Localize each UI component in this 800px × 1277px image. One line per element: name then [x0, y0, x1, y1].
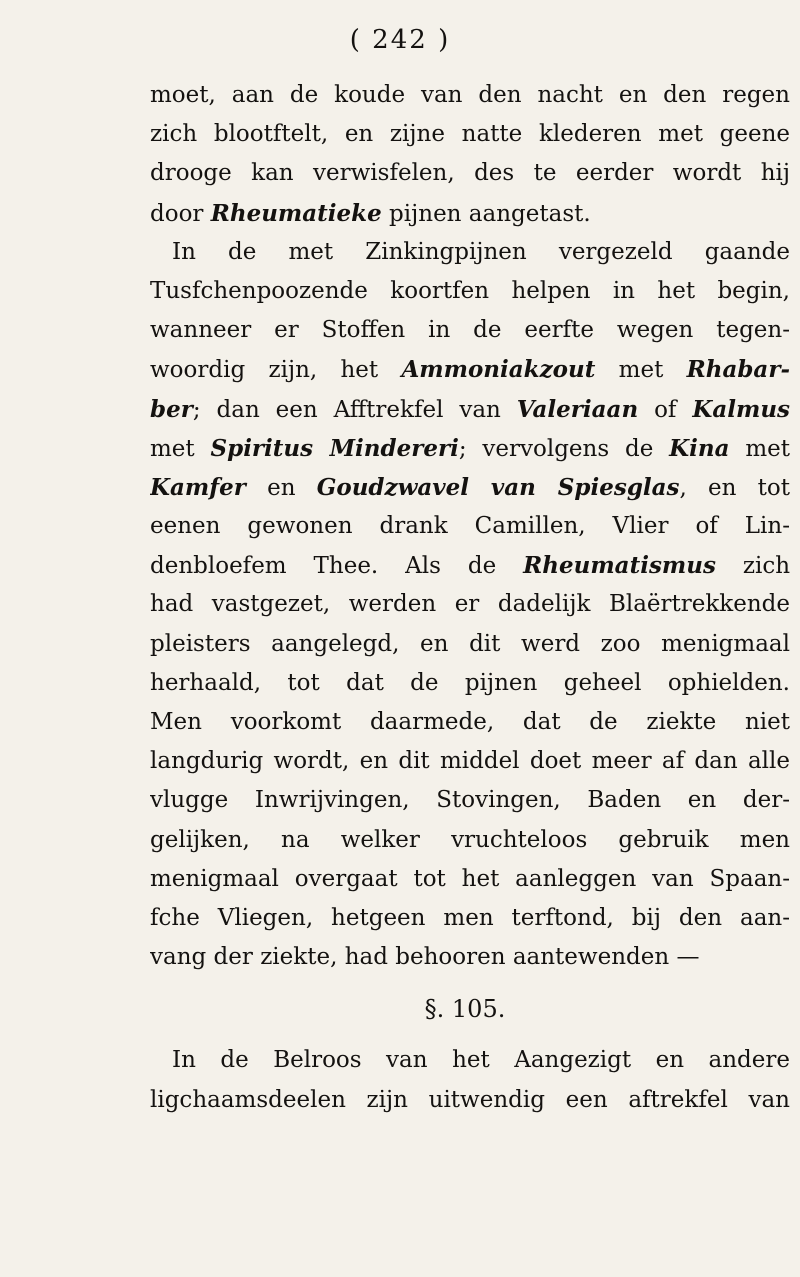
text-line [150, 507, 790, 546]
text-line [150, 585, 790, 624]
text-line [150, 899, 790, 938]
text-segment: ; vervolgens de [458, 435, 670, 462]
text-line [150, 468, 790, 507]
text-segment: door [150, 200, 211, 227]
paragraph-2 [150, 233, 790, 978]
italic-term: Valeriaan [516, 395, 639, 423]
text-segment: met [729, 435, 790, 462]
text-segment: wanneer er Stoffen in de eerfte wegen tegen- [150, 317, 790, 344]
paragraph-3 [150, 1041, 790, 1119]
text-segment: gelijken, na welker vruchteloos gebruik men [150, 826, 790, 853]
italic-term: Goudzwavel van Spiesglas [316, 473, 680, 501]
text-line [150, 115, 790, 154]
text-segment: In de Belroos van het Aangezigt en andere [172, 1047, 790, 1074]
text-segment: ligchaamsdeelen zijn uitwendig een aftrekfel van [150, 1086, 790, 1113]
text-line [150, 76, 790, 115]
text-segment: menigmaal overgaat tot het aanleggen van Spaan- [150, 865, 790, 892]
text-line [150, 429, 790, 468]
italic-term: Rheumatismus [523, 552, 716, 580]
text-segment: woordig zijn, het [150, 357, 402, 384]
paragraph-1 [150, 76, 790, 233]
page-number: ( 242 ) [349, 25, 451, 55]
text-segment: , en tot [679, 474, 790, 501]
text-line [150, 781, 790, 820]
italic-term: Rheumatieke [210, 199, 382, 227]
section-heading: §. 105. [424, 995, 506, 1024]
text-line [150, 742, 790, 781]
text-line [150, 350, 790, 389]
text-segment: Men voorkomt daarmede, dat de ziekte niet [150, 709, 790, 735]
text-line [150, 390, 790, 429]
text-line [150, 860, 790, 899]
text-segment: Tusfchenpoozende koortfen helpen in het begin, [150, 277, 790, 304]
text-segment: met [150, 435, 211, 462]
text-segment: en [245, 474, 317, 501]
italic-term: Ammoniakzout [401, 356, 596, 384]
text-line [150, 311, 790, 350]
text-line [150, 233, 790, 272]
italic-term: Kina [669, 434, 730, 462]
text-segment: eenen gewonen drank Camillen, Vlier of Lin- [150, 513, 790, 540]
text-line [150, 703, 790, 742]
text-segment: denbloefem Thee. Als de [150, 553, 524, 580]
text-segment: of [638, 396, 693, 423]
text-line [150, 821, 790, 860]
text-line [150, 546, 790, 585]
text-line [150, 1041, 790, 1080]
text-segment: fche Vliegen, hetgeen men terftond, bij den aan- [150, 904, 790, 931]
italic-term: Rhabar- [686, 356, 790, 384]
body-text [150, 76, 790, 1120]
text-segment: met [595, 357, 687, 384]
italic-term: Spiritus Mindereri [210, 434, 459, 462]
text-line [150, 1081, 790, 1120]
text-segment: had vastgezet, werden er dadelijk Blaërtrekkende [150, 591, 790, 618]
text-segment: pleisters aangelegd, en dit werd zoo menigmaal [150, 630, 790, 657]
text-segment: vang der ziekte, had behooren aantewenden — [150, 944, 700, 971]
italic-term: Kamfer [150, 473, 246, 501]
text-line [150, 194, 790, 233]
text-segment: drooge kan verwisfelen, des te eerder wordt hij [150, 160, 790, 187]
italic-term: Kalmus [692, 395, 790, 423]
text-line [150, 938, 790, 977]
text-segment: vlugge Inwrijvingen, Stovingen, Baden en der- [150, 787, 790, 814]
text-line [150, 272, 790, 311]
text-segment: moet, aan de koude van den nacht en den regen [150, 82, 790, 108]
text-line [150, 664, 790, 703]
text-segment: langdurig wordt, en dit middel doet meer af dan alle [150, 748, 790, 775]
text-line [150, 625, 790, 664]
text-segment: herhaald, tot dat de pijnen geheel ophielden. [150, 669, 790, 696]
text-segment: zich blootftelt, en zijne natte klederen met geene [150, 121, 790, 148]
text-line [150, 154, 790, 193]
text-segment: pijnen aangetast. [381, 200, 591, 227]
italic-term: ber [150, 395, 193, 423]
text-segment: zich [715, 553, 790, 580]
text-segment: In de met Zinkingpijnen vergezeld gaande [172, 238, 790, 265]
text-segment: ; dan een Afftrekfel van [192, 396, 517, 423]
